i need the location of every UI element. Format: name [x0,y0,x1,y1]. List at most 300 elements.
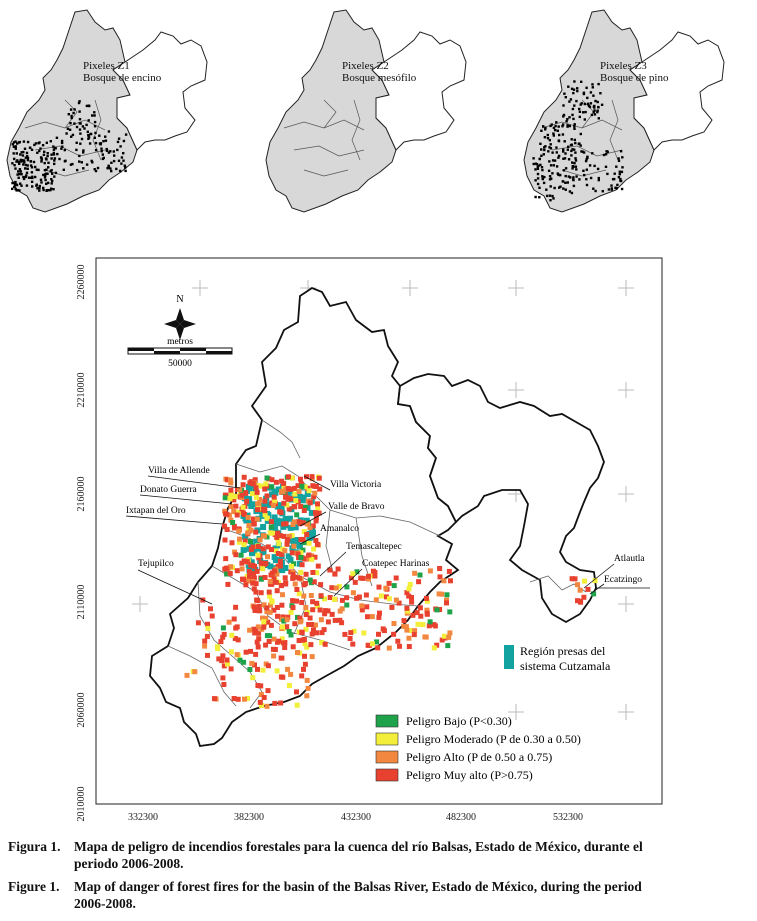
danger-cell [333,618,338,623]
danger-cell [298,555,303,560]
forest-pixel [593,111,595,113]
forest-pixel [555,121,557,123]
danger-cell [323,642,328,647]
forest-pixel [568,158,570,160]
forest-pixel [11,162,13,164]
forest-pixel [79,143,81,145]
danger-cell [247,628,252,633]
danger-cell [296,519,301,524]
forest-pixel [541,169,543,171]
danger-cell [241,660,246,665]
forest-pixel [47,152,49,154]
danger-cell [365,614,370,619]
danger-cell [279,583,284,588]
danger-cell [276,551,281,556]
danger-cell [322,611,327,616]
forest-pixel [45,157,47,159]
danger-cell [304,532,309,537]
forest-pixel [16,189,18,191]
danger-cell [591,591,596,596]
forest-pixel [586,157,588,159]
danger-cell [291,544,296,549]
danger-cell [230,520,235,525]
danger-cell [233,552,238,557]
place-ixtapan-del-oro: Ixtapan del Oro [126,506,186,516]
forest-pixel [64,160,66,162]
danger-cell [294,587,299,592]
forest-pixel [89,142,91,144]
forest-pixel [39,185,41,187]
danger-cell [342,632,347,637]
forest-pixel [567,86,569,88]
forest-pixel [13,158,15,160]
forest-pixel [50,157,52,159]
danger-cell [344,595,349,600]
forest-pixel [44,175,46,177]
forest-pixel [582,111,584,113]
danger-cell [202,639,207,644]
forest-pixel [22,163,24,165]
forest-pixel [16,152,18,154]
forest-pixel [31,171,33,173]
danger-cell [246,515,251,520]
cutzamala-legend-line1: Región presas del [520,644,606,658]
danger-cell [225,527,230,532]
danger-cell [232,617,237,622]
forest-pixel [575,168,577,170]
forest-pixel [88,135,90,137]
forest-pixel [15,148,17,150]
danger-cell [274,535,279,540]
forest-pixel [53,175,55,177]
forest-pixel [578,108,580,110]
forest-pixel [537,168,539,170]
forest-pixel [579,116,581,118]
danger-cell [298,570,303,575]
danger-cell [252,521,257,526]
danger-cell [278,564,283,569]
danger-cell [350,571,355,576]
danger-cell [233,504,238,509]
y-tick-2260000: 2260000 [76,264,87,300]
danger-cell [268,610,273,615]
forest-pixel [94,132,96,134]
danger-cell [407,644,412,649]
forest-pixel [118,138,120,140]
danger-cell [275,588,280,593]
forest-pixel [610,184,612,186]
danger-cell [261,625,266,630]
danger-cell [310,632,315,637]
forest-pixel [537,173,539,175]
forest-pixel [539,143,541,145]
forest-pixel [574,123,576,125]
forest-pixel [31,149,33,151]
danger-cell [336,567,341,572]
danger-cell [353,580,358,585]
forest-pixel [590,102,592,104]
forest-pixel [91,114,93,116]
inset-z2-label [342,60,416,84]
danger-cell [359,603,364,608]
forest-pixel [38,141,40,143]
danger-cell [262,499,267,504]
legend-swatch-muy-alto [376,769,398,781]
forest-pixel [45,190,47,192]
danger-cell [264,605,269,610]
cutzamala-legend-swatch [504,645,514,669]
inset-map-z3-graphic [522,0,757,230]
forest-pixel [548,170,550,172]
inset-map-z1-graphic [5,0,245,230]
forest-pixel [24,167,26,169]
forest-pixel [558,125,560,127]
forest-pixel [117,141,119,143]
danger-cell [244,499,249,504]
forest-pixel [123,140,125,142]
danger-cell [290,598,295,603]
scale-value: 50000 [168,359,192,369]
forest-pixel [572,92,574,94]
forest-pixel [586,169,588,171]
danger-cell [275,668,280,673]
danger-cell [205,634,210,639]
danger-cell [285,542,290,547]
forest-pixel [56,137,58,139]
danger-cell [298,477,303,482]
forest-pixel [584,103,586,105]
caption-es-lead: Figura 1. [8,839,61,854]
danger-cell [300,562,305,567]
danger-cell [279,656,284,661]
danger-cell [255,553,260,558]
forest-pixel [597,101,599,103]
danger-cell [447,569,452,574]
danger-cell [283,580,288,585]
cutzamala-legend-line2: sistema Cutzamala [520,659,611,673]
forest-pixel [106,148,108,150]
danger-cell [320,630,325,635]
forest-pixel [61,146,63,148]
forest-pixel [63,169,65,171]
danger-cell [408,582,413,587]
danger-cell [293,582,298,587]
forest-pixel [50,188,52,190]
danger-cell [254,495,259,500]
forest-pixel [598,117,600,119]
danger-cell [235,568,240,573]
danger-cell [224,566,229,571]
danger-cell [348,630,353,635]
danger-cell [276,639,281,644]
forest-pixel [45,183,47,185]
danger-cell [275,614,280,619]
forest-pixel [78,160,80,162]
danger-cell [274,580,279,585]
danger-cell [389,605,394,610]
forest-pixel [23,178,25,180]
danger-cell [298,619,303,624]
danger-cell [262,695,267,700]
forest-pixel [75,149,77,151]
forest-pixel [588,105,590,107]
forest-pixel [569,125,571,127]
forest-pixel [547,150,549,152]
forest-pixel [11,182,13,184]
forest-pixel [617,157,619,159]
danger-cell [287,683,292,688]
forest-pixel [594,190,596,192]
forest-pixel [585,87,587,89]
danger-cell [350,642,355,647]
danger-cell [241,511,246,516]
danger-cell [255,517,260,522]
forest-pixel [576,87,578,89]
forest-pixel [562,180,564,182]
forest-pixel [553,187,555,189]
forest-pixel [605,166,607,168]
forest-pixel [567,181,569,183]
danger-cell [263,561,268,566]
forest-pixel [44,169,46,171]
forest-pixel [584,118,586,120]
forest-pixel [574,139,576,141]
forest-pixel [565,175,567,177]
forest-pixel [13,164,15,166]
forest-pixel [575,100,577,102]
forest-pixel [540,148,542,150]
forest-pixel [15,160,17,162]
danger-cell [288,672,293,677]
caption-es-text2: periodo 2006-2008. [74,856,184,871]
danger-cell [309,557,314,562]
danger-cell [387,646,392,651]
forest-pixel [67,128,69,130]
danger-cell [361,631,366,636]
forest-pixel [591,83,593,85]
caption-es-text: Mapa de peligro de incendios forestales para la cuenca del río Balsas, Estado de México, durante el [74,839,643,854]
danger-cell [250,675,255,680]
forest-pixel [573,185,575,187]
danger-cell [267,633,272,638]
danger-cell [291,572,296,577]
danger-cell [383,586,388,591]
danger-cell [260,566,265,571]
forest-pixel [580,133,582,135]
forest-pixel [122,160,124,162]
place-valle-de-bravo: Valle de Bravo [328,502,385,512]
forest-pixel [52,188,54,190]
forest-pixel [616,184,618,186]
danger-cell [377,585,382,590]
danger-cell [229,649,234,654]
forest-pixel [553,164,555,166]
forest-pixel [38,150,40,152]
danger-cell [269,524,274,529]
forest-pixel [61,142,63,144]
forest-pixel [28,177,30,179]
forest-pixel [51,180,53,182]
forest-pixel [555,146,557,148]
danger-cell [301,667,306,672]
forest-pixel [549,139,551,141]
forest-pixel [543,176,545,178]
danger-cell [272,495,277,500]
forest-pixel [30,164,32,166]
fire-danger-map [0,236,757,836]
cutzamala-cell [282,565,288,571]
forest-pixel [543,146,545,148]
forest-pixel [535,163,537,165]
danger-cell [261,619,266,624]
forest-pixel [64,149,66,151]
danger-cell [332,571,337,576]
forest-pixel [31,185,33,187]
forest-pixel [534,179,536,181]
danger-cell [221,625,226,630]
danger-cell [374,597,379,602]
forest-pixel [540,155,542,157]
danger-legend [376,714,581,782]
forest-pixel [79,132,81,134]
danger-cell [291,605,296,610]
danger-cell [215,646,220,651]
danger-cell [220,675,225,680]
forest-pixel [27,141,29,143]
forest-pixel [564,152,566,154]
forest-pixel [554,129,556,131]
danger-cell [210,614,215,619]
forest-pixel [575,175,577,177]
danger-cell [270,599,275,604]
inset-z2-line1: Pixeles Z2 [342,60,389,72]
danger-cell [330,612,335,617]
danger-cell [299,673,304,678]
forest-pixel [567,149,569,151]
forest-pixel [70,115,72,117]
forest-pixel [534,168,536,170]
legend-label-muy-alto: Peligro Muy alto (P>0.75) [406,768,533,782]
forest-pixel [43,154,45,156]
danger-cell [256,544,261,549]
danger-cell [243,582,248,587]
danger-cell [391,632,396,637]
forest-pixel [537,177,539,179]
forest-pixel [53,163,55,165]
danger-cell [281,501,286,506]
forest-pixel [88,105,90,107]
forest-pixel [603,154,605,156]
danger-cell [283,575,288,580]
danger-cell [447,609,452,614]
danger-cell [406,594,411,599]
forest-pixel [564,157,566,159]
danger-cell [255,569,260,574]
danger-cell [265,704,270,709]
forest-pixel [570,98,572,100]
danger-cell [239,493,244,498]
danger-cell [315,501,320,506]
forest-pixel [116,149,118,151]
danger-cell [285,617,290,622]
forest-pixel [583,151,585,153]
danger-cell [227,620,232,625]
danger-cell [279,479,284,484]
forest-pixel [554,159,556,161]
danger-cell [392,621,397,626]
forest-pixel [40,160,42,162]
danger-cell [366,574,371,579]
forest-pixel [565,167,567,169]
forest-pixel [620,150,622,152]
danger-cell [236,529,241,534]
danger-cell [437,566,442,571]
danger-cell [255,507,260,512]
forest-pixel [621,188,623,190]
forest-pixel [570,154,572,156]
danger-cell [317,476,322,481]
scale-bar [128,348,232,354]
danger-cell [278,559,283,564]
legend-swatch-bajo [376,715,398,727]
danger-cell [428,568,433,573]
forest-pixel [38,187,40,189]
forest-pixel [27,157,29,159]
forest-pixel [118,160,120,162]
place-atlautla: Atlautla [614,554,645,564]
danger-cell [394,598,399,603]
forest-pixel [548,160,550,162]
danger-cell [428,619,433,624]
forest-pixel [534,196,536,198]
danger-cell [306,686,311,691]
danger-cell [292,504,297,509]
forest-pixel [593,106,595,108]
danger-cell [348,636,353,641]
legend-label-alto: Peligro Alto (P de 0.50 a 0.75) [406,750,553,764]
danger-cell [241,482,246,487]
danger-cell [253,629,258,634]
forest-pixel [538,187,540,189]
forest-pixel [122,152,124,154]
danger-cell [311,547,316,552]
danger-cell [235,513,240,518]
forest-pixel [566,118,568,120]
legend-label-moderado: Peligro Moderado (P de 0.30 a 0.50) [406,732,581,746]
forest-pixel [33,161,35,163]
danger-cell [228,571,233,576]
danger-cell [387,581,392,586]
danger-cell [247,574,252,579]
forest-pixel [573,80,575,82]
forest-pixel [544,136,546,138]
danger-cell [448,578,453,583]
danger-cell [582,579,587,584]
forest-pixel [46,173,48,175]
forest-pixel [76,169,78,171]
caption-en-text2: 2006-2008. [74,896,136,911]
forest-pixel [580,81,582,83]
forest-pixel [17,170,19,172]
danger-cell [366,643,371,648]
danger-cell [412,571,417,576]
forest-pixel [69,122,71,124]
danger-cell [267,639,272,644]
danger-cell [397,644,402,649]
y-tick-2060000: 2060000 [76,692,87,728]
forest-pixel [27,159,29,161]
danger-cell [208,606,213,611]
